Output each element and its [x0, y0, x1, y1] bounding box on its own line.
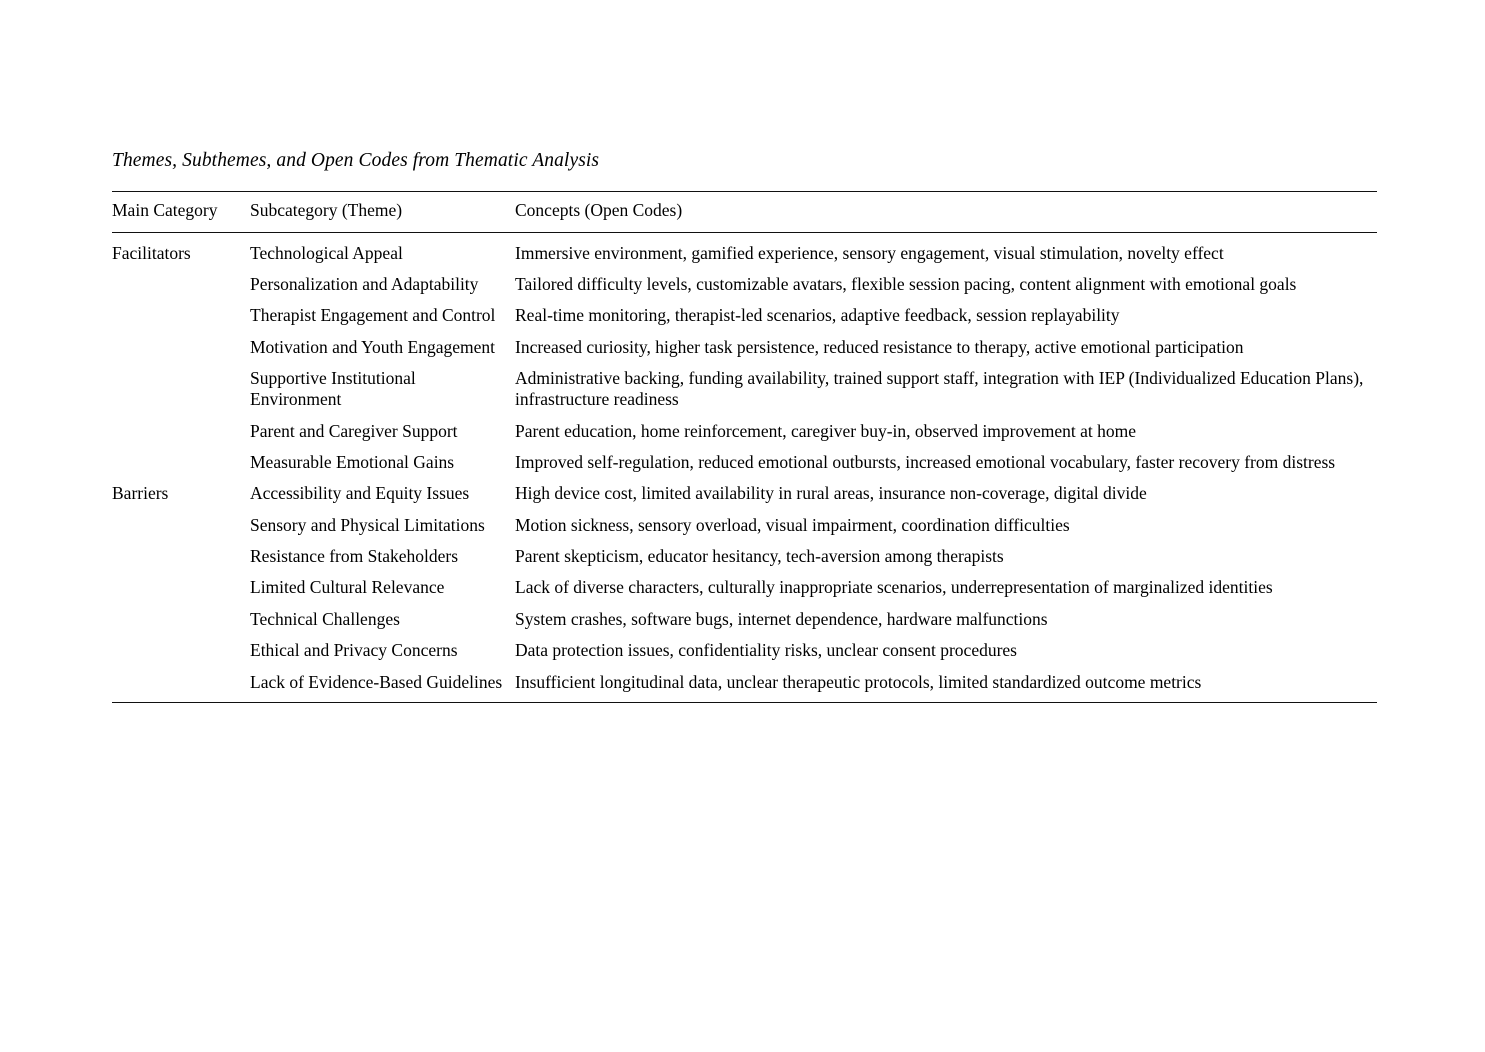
cell-concepts: Insufficient longitudinal data, unclear therapeutic protocols, limited standardized outcome metrics	[515, 671, 1202, 692]
cell-concepts: Tailored difficulty levels, customizable avatars, flexible session pacing, content alignment with emotional goals	[515, 274, 1297, 295]
cell-concepts: Lack of diverse characters, culturally inappropriate scenarios, underrepresentation of marginalized identities	[515, 577, 1273, 598]
cell-main-category	[112, 572, 250, 603]
table-row	[112, 510, 1377, 541]
cell-subcategory: Accessibility and Equity Issues	[250, 483, 470, 504]
cell-subcategory: Therapist Engagement and Control	[250, 305, 496, 326]
cell-subcategory: Technical Challenges	[250, 608, 400, 629]
cell-main-category	[112, 447, 250, 478]
cell-main-category	[112, 300, 250, 331]
cell-concepts: System crashes, software bugs, internet dependence, hardware malfunctions	[515, 608, 1048, 629]
cell-concepts: High device cost, limited availability in rural areas, insurance non-coverage, digital divide	[515, 483, 1147, 504]
cell-subcategory: Ethical and Privacy Concerns	[250, 640, 458, 661]
table-row	[112, 667, 1377, 703]
cell-subcategory: Supportive Institutional Environment	[250, 368, 416, 410]
cell-concepts: Administrative backing, funding availability, trained support staff, integration with IEP (Individualized Education Plans), infrastructure readiness	[515, 368, 1364, 410]
cell-main-category	[112, 541, 250, 572]
table-row	[112, 478, 1377, 509]
table-header	[112, 192, 1377, 232]
cell-concepts: Data protection issues, confidentiality risks, unclear consent procedures	[515, 640, 1017, 661]
document-body	[112, 148, 1377, 703]
cell-concepts: Immersive environment, gamified experience, sensory engagement, visual stimulation, novelty effect	[515, 242, 1224, 263]
cell-subcategory: Measurable Emotional Gains	[250, 452, 455, 473]
cell-main-category: Barriers	[112, 483, 169, 504]
cell-main-category	[112, 332, 250, 363]
table-row	[112, 300, 1377, 331]
table-caption: Themes, Subthemes, and Open Codes from Thematic Analysis	[112, 150, 600, 171]
cell-main-category	[112, 667, 250, 703]
cell-subcategory: Parent and Caregiver Support	[250, 420, 458, 441]
cell-concepts: Improved self-regulation, reduced emotional outbursts, increased emotional vocabulary, faster recovery from distress	[515, 452, 1336, 473]
cell-concepts: Parent education, home reinforcement, caregiver buy-in, observed improvement at home	[515, 420, 1137, 441]
thematic-analysis-table	[112, 191, 1377, 703]
cell-concepts: Increased curiosity, higher task persistence, reduced resistance to therapy, active emotional participation	[515, 336, 1244, 357]
cell-main-category	[112, 363, 250, 416]
table-body	[112, 232, 1377, 702]
table-row	[112, 416, 1377, 447]
table-row	[112, 232, 1377, 269]
cell-subcategory: Motivation and Youth Engagement	[250, 336, 495, 357]
table-row	[112, 447, 1377, 478]
cell-subcategory: Personalization and Adaptability	[250, 274, 479, 295]
cell-subcategory: Lack of Evidence-Based Guidelines	[250, 671, 503, 692]
cell-main-category	[112, 604, 250, 635]
cell-main-category	[112, 510, 250, 541]
cell-subcategory: Resistance from Stakeholders	[250, 546, 459, 567]
table-row	[112, 604, 1377, 635]
column-header-subcategory: Subcategory (Theme)	[250, 192, 515, 232]
cell-main-category	[112, 269, 250, 300]
table-row	[112, 635, 1377, 666]
table-row	[112, 363, 1377, 416]
cell-subcategory: Sensory and Physical Limitations	[250, 514, 485, 535]
cell-main-category: Facilitators	[112, 242, 191, 263]
table-header-row	[112, 192, 1377, 232]
column-header-main-category: Main Category	[112, 192, 250, 232]
cell-main-category	[112, 635, 250, 666]
cell-concepts: Parent skepticism, educator hesitancy, tech-aversion among therapists	[515, 546, 1004, 567]
cell-main-category	[112, 416, 250, 447]
cell-subcategory: Technological Appeal	[250, 242, 403, 263]
table-row	[112, 269, 1377, 300]
table-row	[112, 541, 1377, 572]
table-row	[112, 332, 1377, 363]
cell-concepts: Motion sickness, sensory overload, visual impairment, coordination difficulties	[515, 514, 1070, 535]
column-header-concepts: Concepts (Open Codes)	[515, 192, 1377, 232]
cell-concepts: Real-time monitoring, therapist-led scenarios, adaptive feedback, session replayability	[515, 305, 1120, 326]
cell-subcategory: Limited Cultural Relevance	[250, 577, 445, 598]
table-row	[112, 572, 1377, 603]
